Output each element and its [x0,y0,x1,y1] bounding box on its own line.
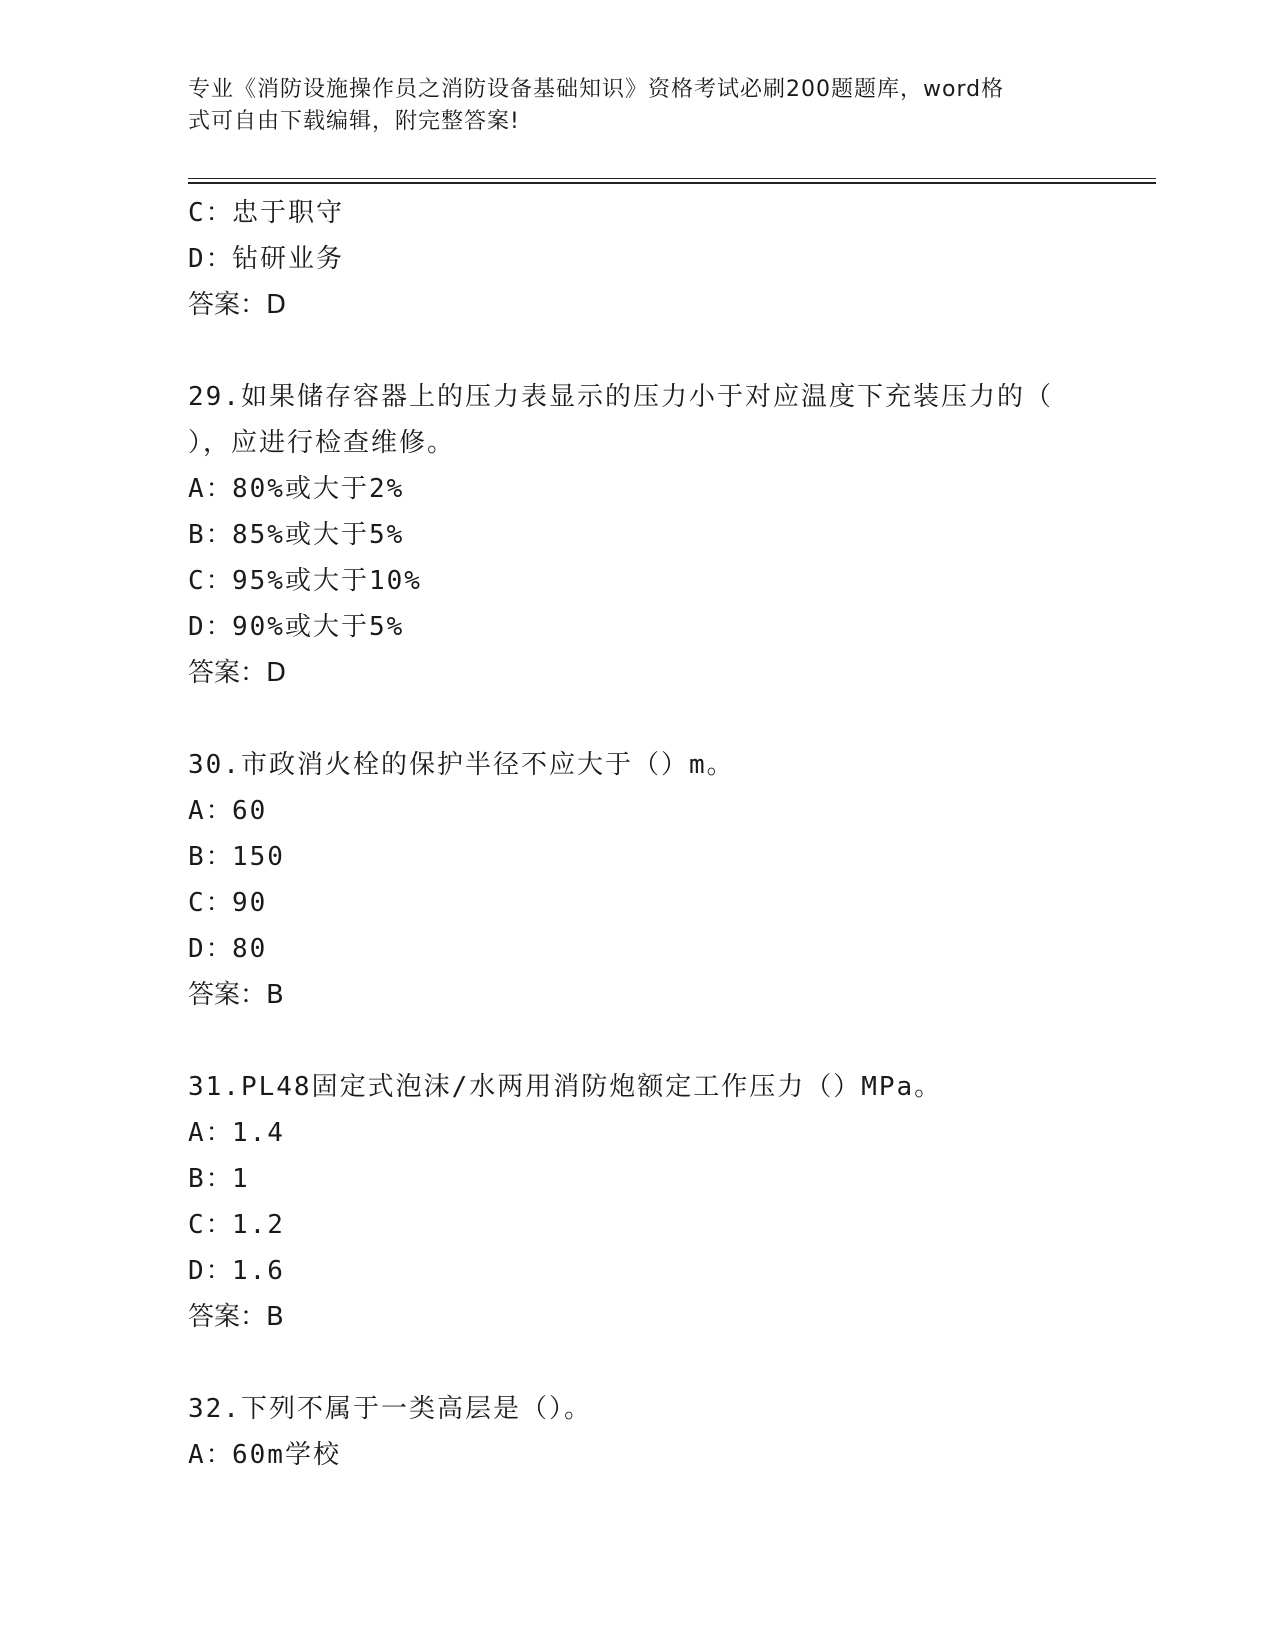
spacer [188,328,1088,374]
document-header [188,74,1088,138]
option-d: D：1.6 [188,1256,285,1286]
option-a: A：1.4 [188,1118,285,1148]
option-b: B：85%或大于5% [188,520,405,550]
question-block-31 [188,1064,1088,1340]
question-block-30 [188,742,1088,1018]
header-line-2: 式可自由下载编辑，附完整答案! [188,109,520,134]
option-a: A：80%或大于2% [188,474,405,504]
question-block-28 [188,190,1088,328]
spacer [188,1340,1088,1386]
question-stem: 32.下列不属于一类高层是（）。 [188,1394,592,1424]
option-a: A：60m学校 [188,1440,341,1470]
answer-line: 答案：B [188,980,284,1010]
option-d: D：80 [188,934,268,964]
option-d: D：90%或大于5% [188,612,405,642]
question-block-29 [188,374,1088,696]
answer-line: 答案：D [188,658,287,688]
option-b: B：1 [188,1164,250,1194]
question-block-32 [188,1386,1088,1478]
header-line-1: 专业《消防设施操作员之消防设备基础知识》资格考试必刷200题题库，word格 [188,77,1005,102]
question-stem: 31.PL48固定式泡沫/水两用消防炮额定工作压力（）MPa。 [188,1072,943,1102]
option-c: C：1.2 [188,1210,285,1240]
option-d: D：钻研业务 [188,244,345,274]
option-a: A：60 [188,796,268,826]
option-c: C：95%或大于10% [188,566,422,596]
spacer [188,696,1088,742]
spacer [188,1018,1088,1064]
question-stem: 30.市政消火栓的保护半径不应大于（）m。 [188,750,735,780]
header-rule-thick [188,182,1156,184]
answer-line: 答案：B [188,1302,284,1332]
answer-line: 答案：D [188,290,287,320]
option-c: C：忠于职守 [188,198,345,228]
question-list [188,190,1088,1478]
option-c: C：90 [188,888,268,918]
option-b: B：150 [188,842,285,872]
question-stem: 29.如果储存容器上的压力表显示的压力小于对应温度下充装压力的（ [188,382,1053,412]
question-stem-continued: ），应进行检查维修。 [188,428,456,458]
header-rule-thin [188,178,1156,179]
